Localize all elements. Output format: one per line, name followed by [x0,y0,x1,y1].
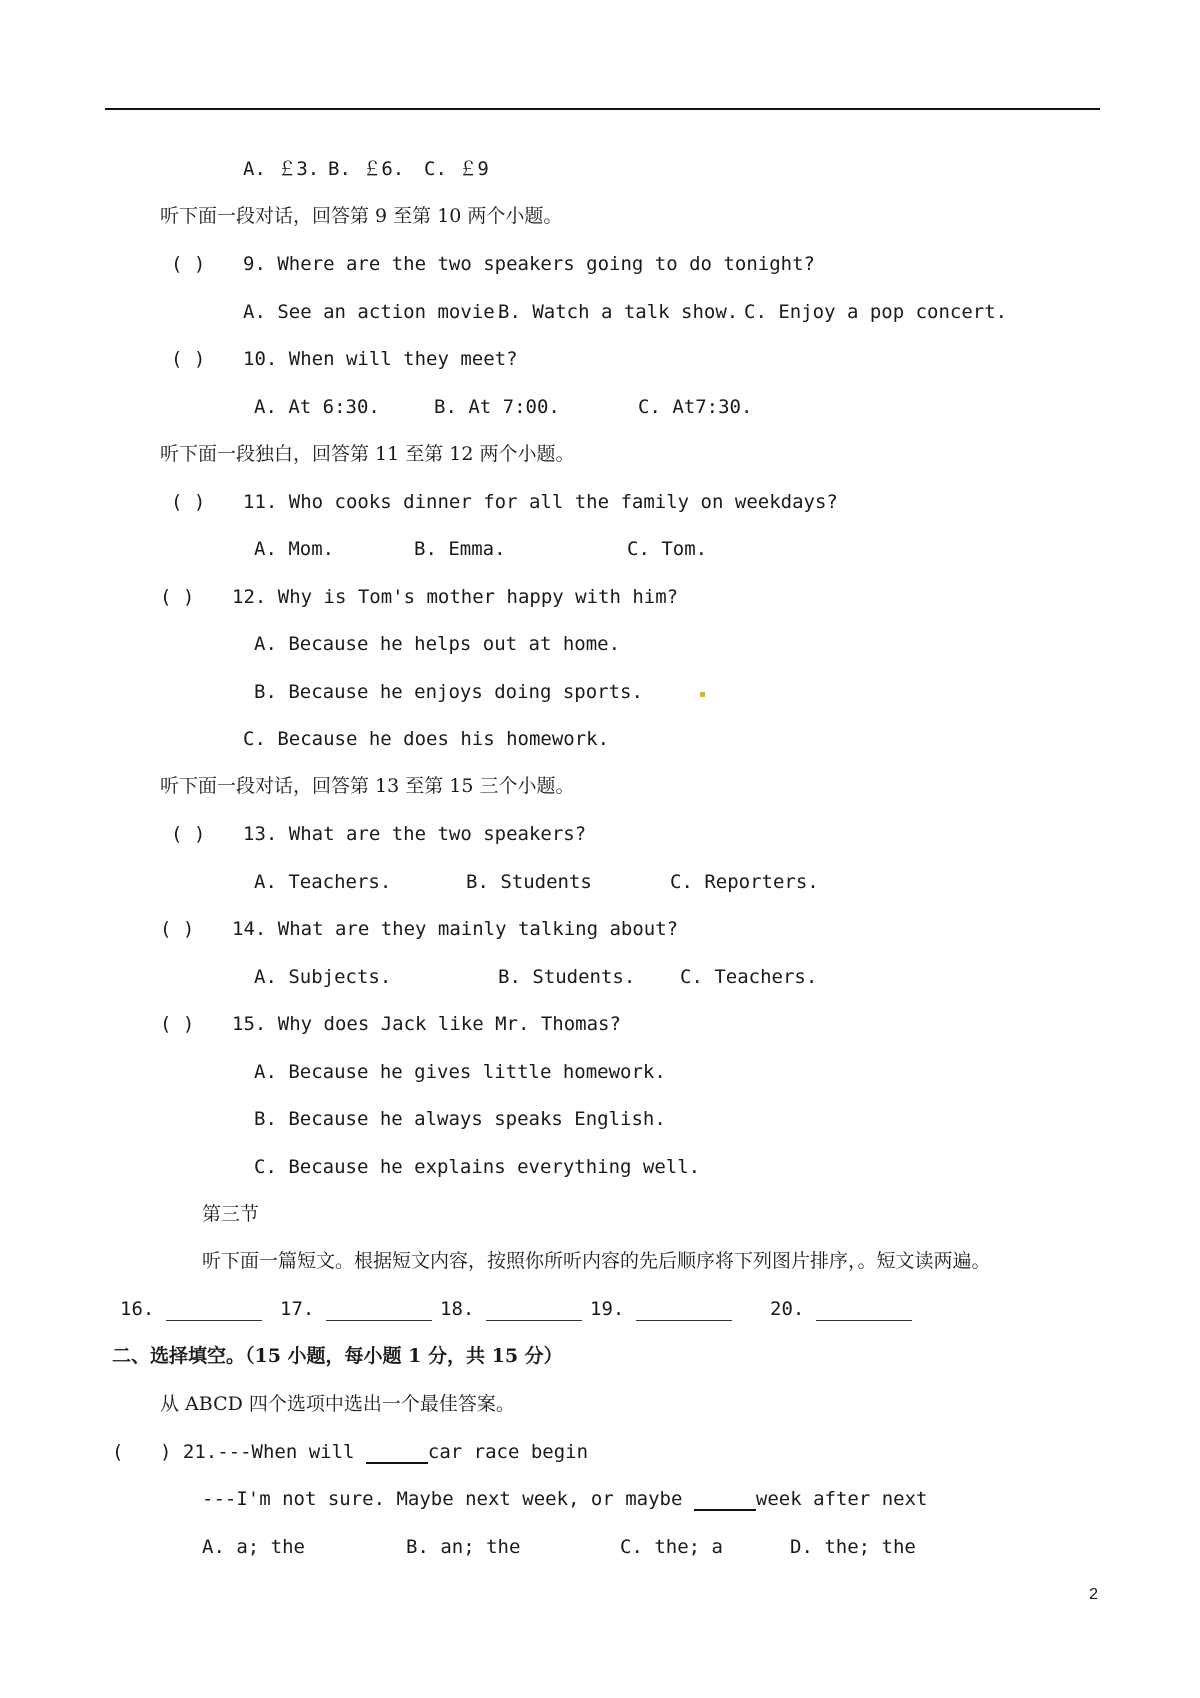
q21-option-c: C. the; a [620,1536,723,1558]
q8-option-a: A. ￡3. [243,158,320,180]
q11-text: 11. Who cooks dinner for all the family on weekdays? [243,491,838,513]
q14-option-b: B. Students. [498,966,636,988]
blank-17-line[interactable] [326,1302,432,1321]
q21-line1: ) 21.---When will car race begin [160,1441,589,1463]
blank-20-line[interactable] [816,1302,912,1321]
q14-text: 14. What are they mainly talking about? [232,918,679,940]
part2-instruction: 从 ABCD 四个选项中选出一个最佳答案。 [160,1393,515,1415]
q14-answer-paren: ( ) [160,918,195,940]
q13-text: 13. What are the two speakers? [243,823,587,845]
instruction-13-15: 听下面一段对话，回答第 13 至第 15 三个小题。 [160,775,575,797]
q21-option-d: D. the; the [790,1536,916,1558]
answer-blank-19: 19. [590,1297,732,1321]
q21-option-b: B. an; the [406,1536,521,1558]
q10-option-a: A. At 6:30. [254,396,380,418]
page-number: 2 [1089,1586,1098,1603]
blank-19-line[interactable] [636,1302,732,1321]
q11-option-c: C. Tom. [627,538,708,560]
q9-answer-paren: ( ) [171,253,206,275]
q15-option-b: B. Because he always speaks English. [254,1108,666,1130]
q13-option-a: A. Teachers. [254,871,392,893]
part2-title: 二、选择填空。（15 小题，每小题 1 分，共 15 分） [112,1345,563,1367]
blank-16-line[interactable] [166,1302,262,1321]
q9-option-a: A. See an action movie. [243,301,507,323]
q15-option-a: A. Because he gives little homework. [254,1061,666,1083]
q11-option-a: A. Mom. [254,538,335,560]
q21-option-a: A. a; the [202,1536,305,1558]
q9-option-b: B. Watch a talk show. [498,301,739,323]
q12-option-a: A. Because he helps out at home. [254,633,621,655]
q12-answer-paren: ( ) [160,586,195,608]
q14-option-c: C. Teachers. [680,966,818,988]
q21-blank-1[interactable] [366,1442,428,1464]
instruction-11-12: 听下面一段独白，回答第 11 至第 12 两个小题。 [160,443,575,465]
answer-blank-17: 17. [280,1297,432,1321]
instruction-9-10: 听下面一段对话，回答第 9 至第 10 两个小题。 [160,205,563,227]
q10-option-b: B. At 7:00. [434,396,560,418]
q15-answer-paren: ( ) [160,1013,195,1035]
q15-text: 15. Why does Jack like Mr. Thomas? [232,1013,621,1035]
q14-option-a: A. Subjects. [254,966,392,988]
q15-option-c: C. Because he explains everything well. [254,1156,701,1178]
answer-blank-16: 16. [120,1297,262,1321]
q13-answer-paren: ( ) [171,823,206,845]
q10-answer-paren: ( ) [171,348,206,370]
q11-option-b: B. Emma. [414,538,506,560]
q10-option-c: C. At7:30. [638,396,753,418]
section3-title: 第三节 [202,1203,260,1225]
q21-line2: ---I'm not sure. Maybe next week, or maybe week after next [202,1488,928,1510]
stray-dot [700,692,705,697]
q11-answer-paren: ( ) [171,491,206,513]
answer-blank-20: 20. [770,1297,912,1321]
q13-option-b: B. Students [466,871,592,893]
q8-option-c: C. ￡9 [424,158,489,180]
header-rule [105,108,1100,110]
blank-18-line[interactable] [486,1302,582,1321]
q8-option-b: B. ￡6. [328,158,405,180]
q21-blank-2[interactable] [694,1489,756,1511]
section3-instruction: 听下面一篇短文。根据短文内容，按照你所听内容的先后顺序将下列图片排序，。短文读两遍。 [202,1250,991,1272]
q12-text: 12. Why is Tom's mother happy with him? [232,586,679,608]
q21-answer-paren: ( [112,1441,124,1463]
q9-text: 9. Where are the two speakers going to do tonight? [243,253,815,275]
q12-option-c: C. Because he does his homework. [243,728,610,750]
q12-option-b: B. Because he enjoys doing sports. [254,681,643,703]
answer-blank-18: 18. [440,1297,582,1321]
q13-option-c: C. Reporters. [670,871,819,893]
q10-text: 10. When will they meet? [243,348,518,370]
q9-option-c: C. Enjoy a pop concert. [744,301,1008,323]
